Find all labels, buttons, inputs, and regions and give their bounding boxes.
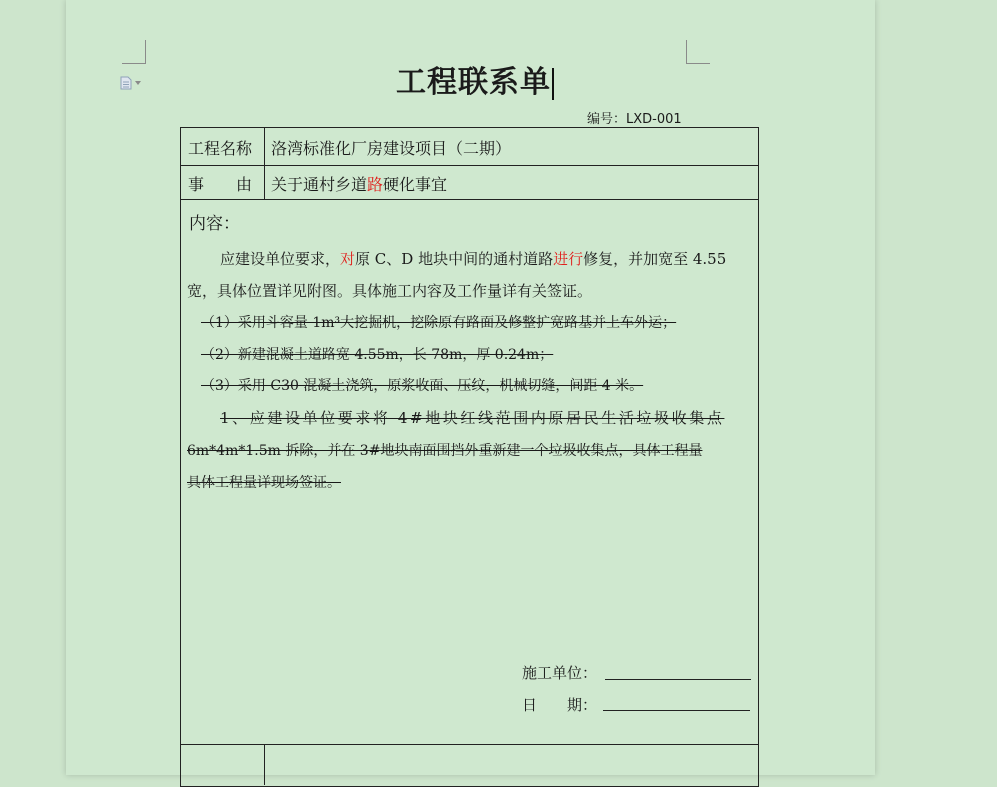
date-label: 日 期：	[522, 696, 598, 714]
project-name-label: 工程名称	[188, 139, 253, 158]
table-row	[181, 128, 758, 166]
struck-item[interactable]: （3）采用 C30 混凝土浇筑，原浆收面、压纹，机械切缝，间距 4 米。	[201, 378, 644, 394]
struck-item[interactable]: （1）采用斗容量 1m³大挖掘机，挖除原有路面及修整扩宽路基并上车外运；	[201, 315, 677, 331]
table-row	[181, 744, 758, 785]
margin-corner-mark	[122, 40, 146, 64]
table-row	[181, 165, 758, 200]
date-signature-line[interactable]	[603, 710, 750, 711]
struck-paragraph-line[interactable]: 6m*4m*1.5m 拆除，并在 3#地块南面围挡外重新建一个垃圾收集点，具体工程量	[187, 443, 703, 459]
construction-unit-signature-line[interactable]	[605, 679, 751, 680]
struck-paragraph-line[interactable]: 具体工程量详现场签证。	[187, 475, 341, 491]
content-label: 内容：	[189, 214, 240, 234]
text-cursor	[552, 68, 554, 100]
content-paragraph-line[interactable]: 宽，具体位置详见附图。具体施工内容及工作量详有关签证。	[187, 282, 593, 300]
chevron-down-icon	[135, 81, 141, 85]
struck-item[interactable]: （2）新建混凝土道路宽 4.55m，长 78m，厚 0.24m；	[201, 347, 554, 363]
contact-form-table	[180, 127, 759, 787]
column-divider	[264, 745, 265, 785]
struck-paragraph-line[interactable]: 1、应建设单位要求将 4#地块红线范围内原居民生活垃圾收集点	[220, 409, 725, 427]
project-name-value[interactable]: 洛湾标准化厂房建设项目（二期）	[271, 139, 512, 158]
subject-value[interactable]: 关于通村乡道路硬化事宜	[271, 175, 448, 194]
margin-corner-mark	[686, 40, 710, 64]
subject-label: 事 由	[188, 175, 253, 194]
column-divider	[264, 128, 265, 199]
document-number: 编号：LXD-001	[587, 112, 682, 127]
construction-unit-label: 施工单位：	[522, 664, 598, 682]
document-title[interactable]: 工程联系单	[396, 64, 554, 102]
paste-options-icon[interactable]	[120, 76, 144, 90]
content-paragraph-line[interactable]: 应建设单位要求，对原 C、D 地块中间的通村道路进行修复，并加宽至 4.55	[220, 250, 727, 268]
